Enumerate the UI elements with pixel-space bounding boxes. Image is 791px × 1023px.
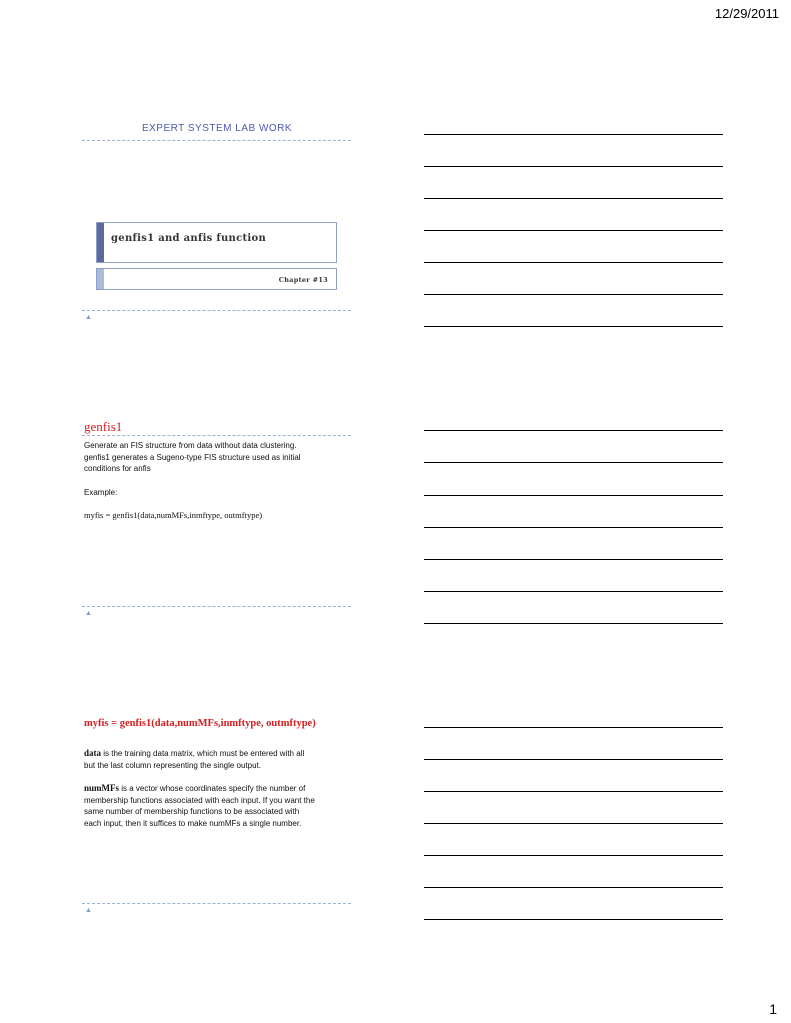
slide2-line2: genfis1 generates a Sugeno-type FIS structure used as initial: [84, 452, 301, 462]
nummfs-desc-3: same number of membership functions to be associated with: [84, 807, 300, 816]
print-date: 12/29/2011: [714, 6, 779, 21]
note-line: [424, 495, 723, 496]
data-term: data: [84, 748, 102, 758]
slide3-triangle-icon: ▲: [85, 907, 92, 914]
nummfs-term: numMFs: [84, 783, 120, 793]
nummfs-desc-2: membership functions associated with each input. If you want the: [84, 795, 315, 805]
page-number: 1: [769, 1001, 777, 1017]
note-line: [424, 759, 723, 760]
note-line: [424, 326, 723, 327]
note-line: [424, 919, 723, 920]
slide2-code: myfis = genfis1(data,numMFs,inmftype, outmftype): [84, 510, 263, 520]
title-accent-bar: [97, 223, 104, 262]
note-line: [424, 527, 723, 528]
data-desc-1: is the training data matrix, which must be entered with all: [101, 749, 305, 758]
note-line: [424, 134, 723, 135]
note-line: [424, 462, 723, 463]
note-line: [424, 823, 723, 824]
note-line: [424, 623, 723, 624]
slide1-title-box: [96, 222, 337, 263]
nummfs-desc-4: each input, then it suffices to make numMFs a single number.: [84, 818, 302, 828]
slide1-title: genfis1 and anfis function: [111, 233, 267, 244]
slide2-line3: conditions for anfis: [84, 464, 151, 473]
slide2-header-divider: [82, 435, 351, 436]
slide1-footer-divider: [82, 310, 351, 311]
subtitle-accent-bar: [97, 269, 104, 289]
slide2-triangle-icon: ▲: [85, 610, 92, 617]
nummfs-desc-1: is a vector whose coordinates specify the number of: [119, 784, 306, 793]
note-line: [424, 855, 723, 856]
note-line: [424, 591, 723, 592]
slide2-line1: Generate an FIS structure from data without data clustering.: [84, 441, 297, 450]
slide2-body: [84, 440, 352, 522]
slide1-header: EXPERT SYSTEM LAB WORK: [141, 123, 293, 134]
note-line: [424, 887, 723, 888]
slide1-subtitle-box: [96, 268, 337, 290]
note-line: [424, 262, 723, 263]
note-line: [424, 430, 723, 431]
slide2-title: genfis1: [84, 419, 123, 434]
slide2-footer-divider: [82, 606, 351, 607]
note-line: [424, 791, 723, 792]
note-line: [424, 198, 723, 199]
data-desc-2: but the last column representing the single output.: [84, 760, 261, 770]
slide3-body: [84, 748, 352, 829]
note-line: [424, 230, 723, 231]
note-line: [424, 559, 723, 560]
slide1-triangle-icon: ▲: [85, 314, 92, 321]
slide1-subtitle: Chapter #13: [278, 276, 328, 284]
slide2-example-label: Example:: [84, 487, 118, 497]
note-line: [424, 294, 723, 295]
note-line: [424, 166, 723, 167]
slide1-header-divider: [82, 140, 351, 141]
slide3-title: myfis = genfis1(data,numMFs,inmftype, outmftype): [84, 718, 316, 729]
note-line: [424, 727, 723, 728]
slide3-footer-divider: [82, 903, 351, 904]
